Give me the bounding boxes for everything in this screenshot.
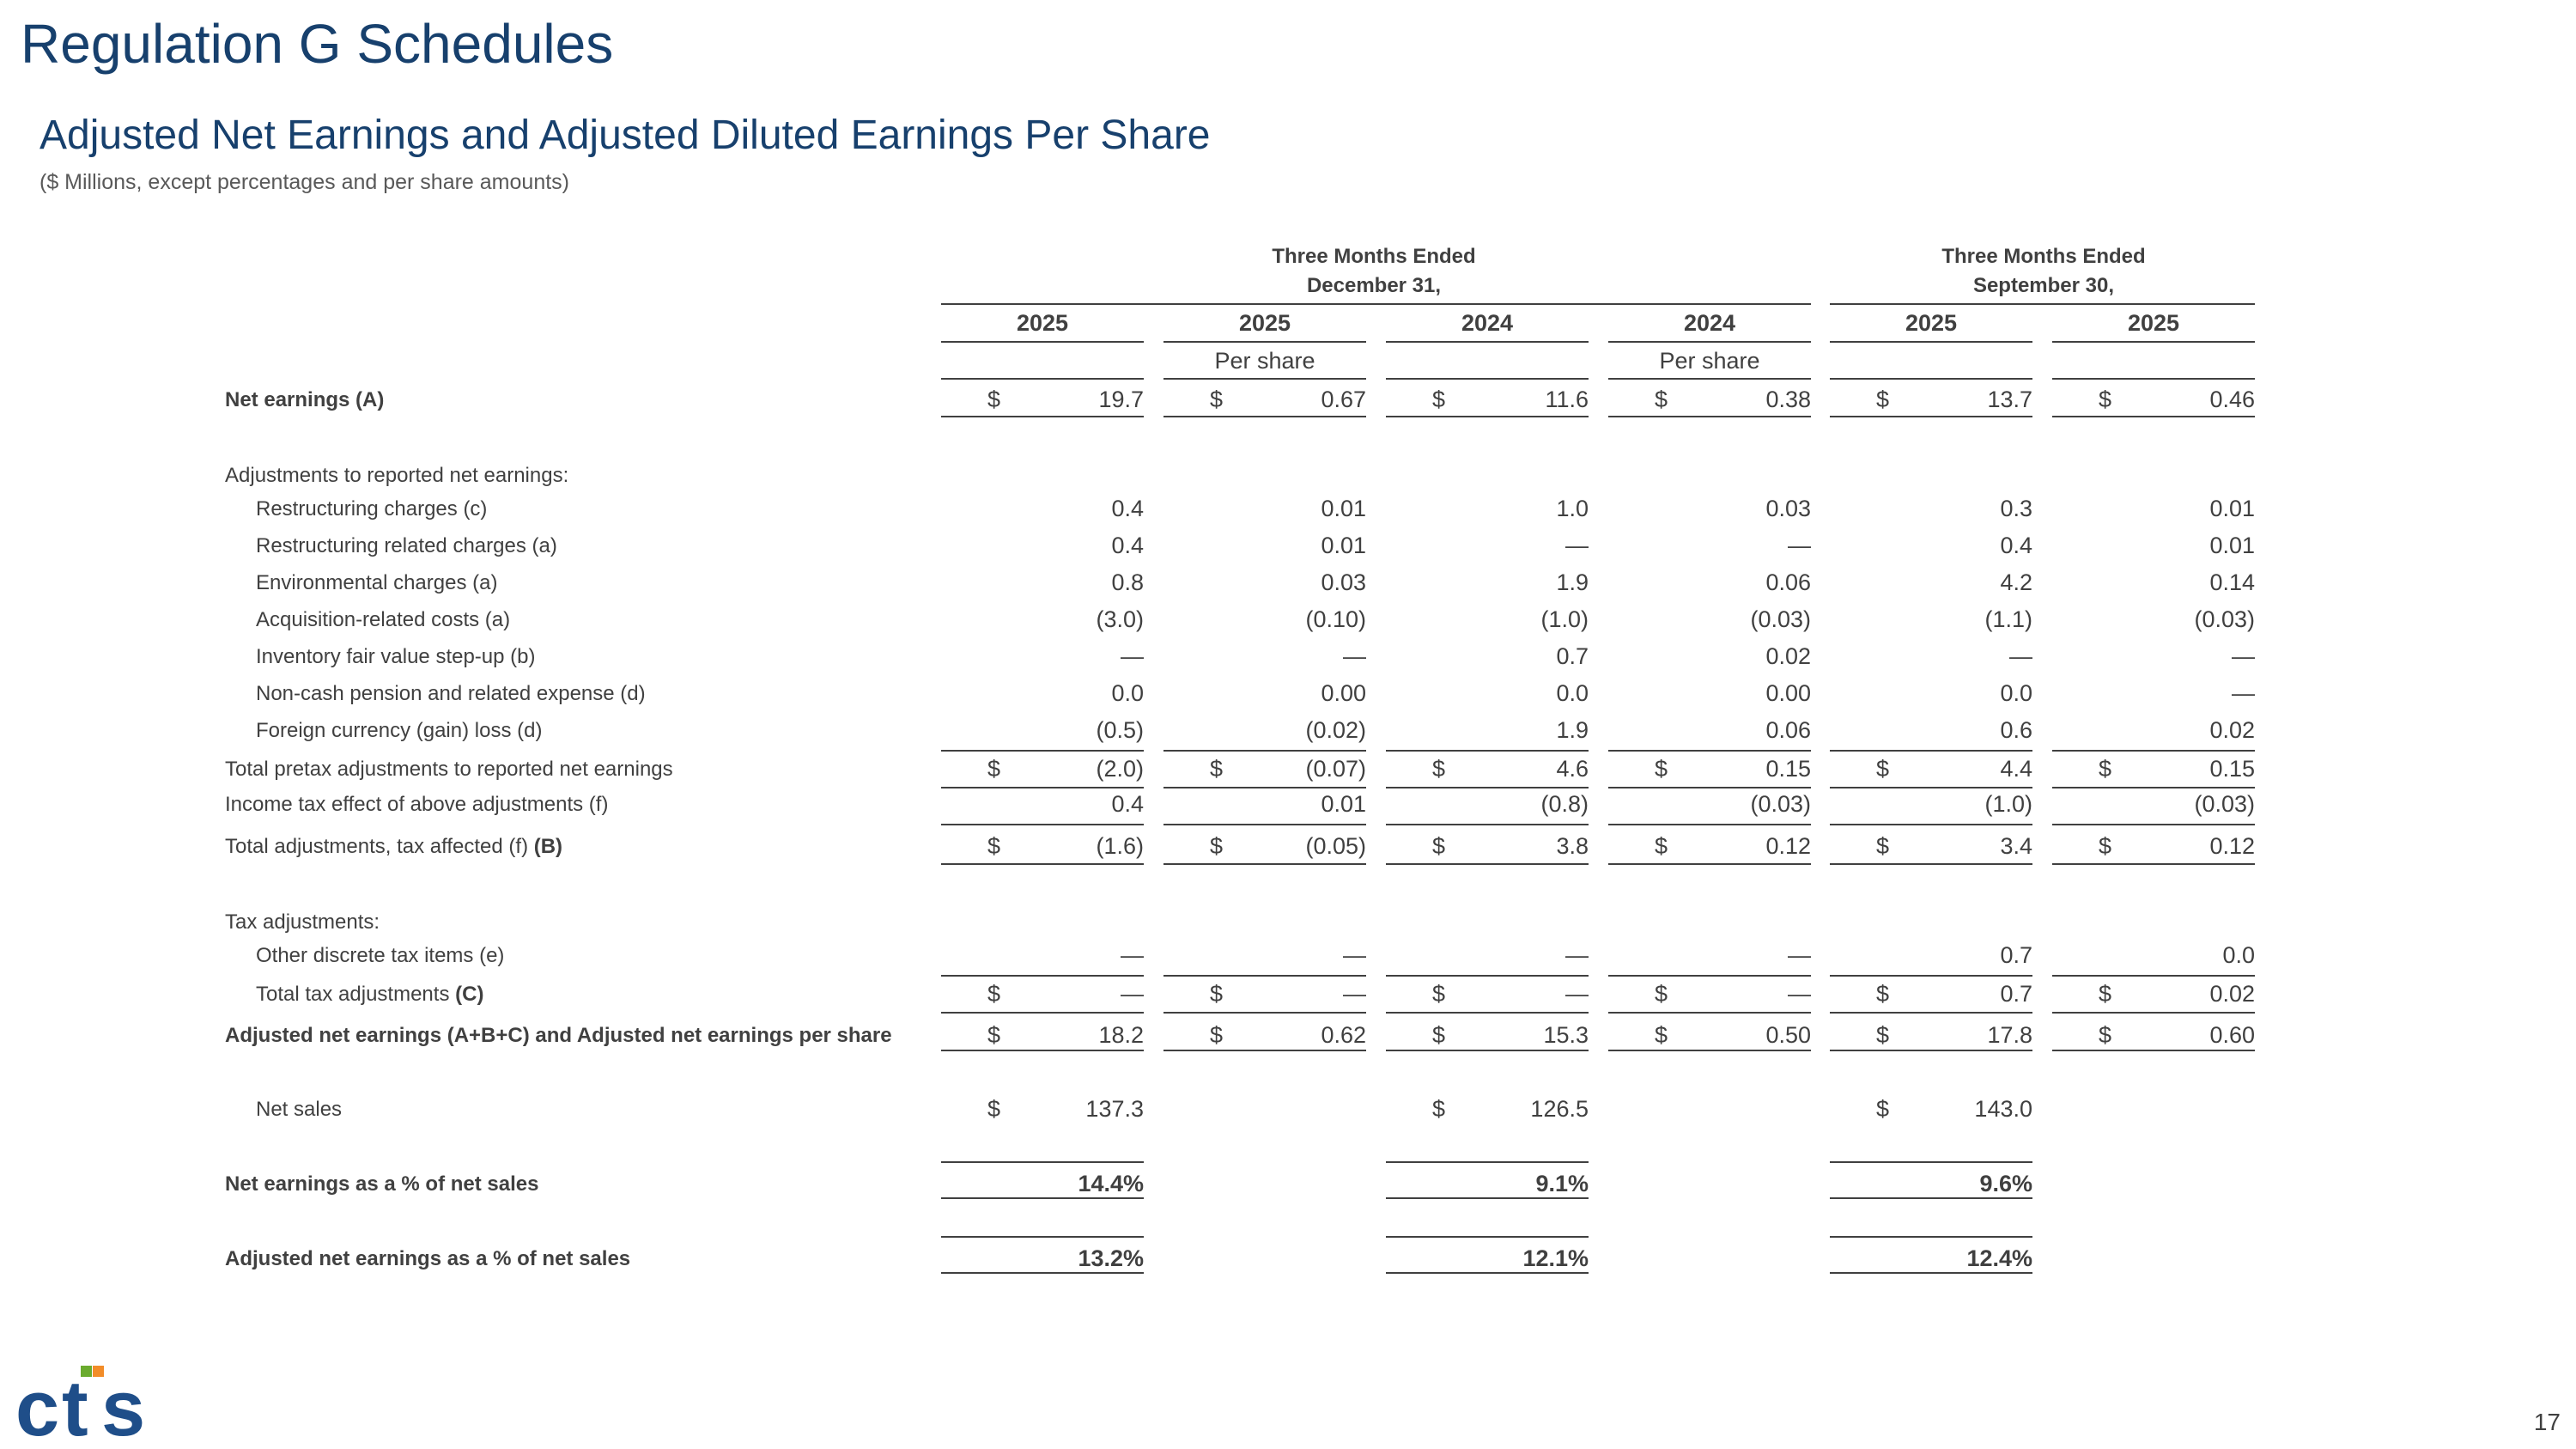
cell-underline: [941, 787, 1144, 788]
cell-value: 14.4%: [1078, 1171, 1144, 1196]
year-header: 2025: [2127, 310, 2180, 336]
per-share-underline: [1830, 378, 2032, 380]
cell-underline: [1163, 1012, 1366, 1014]
cell-value: 9.6%: [1979, 1171, 2032, 1196]
cell-value: 0.02: [2209, 981, 2255, 1007]
cell-underline: [1163, 1050, 1366, 1051]
currency-symbol: $: [1210, 981, 1224, 1007]
currency-symbol: $: [1432, 1022, 1446, 1048]
currency-symbol: $: [1876, 981, 1890, 1007]
currency-symbol: $: [1210, 833, 1224, 859]
currency-symbol: $: [1432, 833, 1446, 859]
currency-symbol: $: [1876, 1022, 1890, 1048]
row-label-net-earnings: [225, 388, 384, 412]
cell-underline: [1163, 787, 1366, 788]
period-header-sep-line1: Three Months Ended: [1941, 245, 2146, 268]
cell-value: 0.01: [2209, 496, 2255, 521]
cell-value: —: [1565, 981, 1589, 1007]
cell-value: (0.02): [1305, 717, 1366, 743]
cell-underline: [1830, 1197, 2032, 1199]
currency-symbol: $: [1876, 387, 1890, 412]
currency-symbol: $: [987, 387, 1001, 412]
row-label-text: Net earnings (A): [225, 388, 385, 411]
cell-value: (0.03): [1750, 791, 1811, 817]
per-share-underline: [1608, 378, 1811, 380]
cell-underline: [2052, 750, 2255, 752]
cell-value: 0.62: [1321, 1022, 1366, 1048]
table-title: Adjusted Net Earnings and Adjusted Diluted Earnings Per Share: [39, 113, 1211, 158]
row-label-adj-pct: Adjusted net earnings as a % of net sales: [225, 1247, 631, 1270]
cell-value: 0.46: [2209, 387, 2255, 412]
cell-underline: [1830, 1050, 2032, 1051]
cell-underline: [1608, 750, 1811, 752]
row-label-text: Inventory fair value step-up (b): [256, 645, 536, 668]
currency-symbol: $: [1655, 387, 1668, 412]
per-share-underline: [1163, 378, 1366, 380]
cell-underline: [1830, 824, 2032, 825]
cell-underline: [1608, 1012, 1811, 1014]
currency-symbol: $: [987, 833, 1001, 859]
cell-value: 4.6: [1556, 756, 1589, 782]
cell-value: 18.2: [1098, 1022, 1144, 1048]
cell-value: 1.9: [1556, 569, 1589, 595]
per-share-underline: [941, 378, 1144, 380]
cell-value: 9.1%: [1535, 1171, 1589, 1196]
cell-value: (0.07): [1305, 756, 1366, 782]
currency-symbol: $: [987, 1096, 1001, 1122]
currency-symbol: $: [1655, 833, 1668, 859]
cell-value: (1.6): [1096, 833, 1144, 859]
cell-value: 0.12: [1765, 833, 1811, 859]
row-label-adjustments-header: [225, 464, 568, 488]
period-underline-sep: [1830, 303, 2255, 305]
row-label-inventory: [256, 645, 536, 669]
currency-symbol: $: [1876, 1096, 1890, 1122]
cell-underline: [941, 1012, 1144, 1014]
cell-value: 0.67: [1321, 387, 1366, 412]
currency-symbol: $: [2099, 1022, 2112, 1048]
cell-underline: [1830, 863, 2032, 865]
row-label-text: Tax adjustments:: [225, 910, 380, 934]
period-header-sep-line2: September 30,: [1972, 274, 2115, 297]
cell-value: 0.14: [2209, 569, 2255, 595]
cell-underline: [1608, 1050, 1811, 1051]
period-header-dec-line1: Three Months Ended: [1272, 245, 1476, 268]
cell-value: 12.1%: [1522, 1245, 1589, 1271]
cell-value: 0.15: [2209, 756, 2255, 782]
cell-underline: [941, 1050, 1144, 1051]
row-label-fx: [256, 719, 542, 743]
currency-symbol: $: [1210, 1022, 1224, 1048]
svg-text:s: s: [101, 1365, 146, 1439]
per-share-header: Per share: [1659, 348, 1760, 374]
cell-value: (1.0): [1984, 791, 2032, 817]
row-label-ref: (B): [533, 835, 563, 858]
cell-underline: [2052, 416, 2255, 417]
cell-underline: [1386, 1272, 1589, 1274]
row-label-other-discrete: [256, 944, 504, 968]
cell-underline: [941, 824, 1144, 825]
cell-overline: [1830, 1161, 2032, 1163]
cell-value: 0.03: [1321, 569, 1366, 595]
cell-value: —: [1343, 981, 1366, 1007]
cell-value: 0.01: [1321, 791, 1366, 817]
cell-value: (1.1): [1984, 606, 2032, 632]
cell-underline: [941, 975, 1144, 977]
cell-underline: [2052, 863, 2255, 865]
currency-symbol: $: [1432, 387, 1446, 412]
cell-value: 0.02: [2209, 717, 2255, 743]
cell-value: (0.03): [1750, 606, 1811, 632]
row-label-text: Adjusted net earnings (A+B+C) and Adjusted net earnings per share: [225, 1024, 892, 1047]
cell-underline: [1608, 824, 1811, 825]
per-share-header: Per share: [1214, 348, 1315, 374]
currency-symbol: $: [2099, 756, 2112, 782]
currency-symbol: $: [1210, 387, 1224, 412]
row-label-text: Total tax adjustments: [256, 983, 450, 1006]
cell-value: (0.10): [1305, 606, 1366, 632]
cell-overline: [1386, 1236, 1589, 1238]
cell-value: 0.01: [1321, 533, 1366, 558]
currency-symbol: $: [1432, 756, 1446, 782]
row-label-text: Total pretax adjustments to reported net earnings: [225, 758, 673, 781]
currency-symbol: $: [1432, 981, 1446, 1007]
row-label-text: Restructuring charges (c): [256, 497, 488, 521]
row-label-ref: (C): [455, 983, 484, 1006]
cell-value: —: [1565, 533, 1589, 558]
cell-underline: [941, 416, 1144, 417]
currency-symbol: $: [1876, 756, 1890, 782]
cell-value: (0.03): [2194, 791, 2255, 817]
year-underline: [2052, 341, 2255, 343]
year-underline: [1386, 341, 1589, 343]
year-underline: [1608, 341, 1811, 343]
cell-value: 13.7: [1987, 387, 2032, 412]
cell-underline: [1608, 975, 1811, 977]
cell-underline: [1163, 750, 1366, 752]
cell-value: 0.38: [1765, 387, 1811, 412]
cell-value: 0.3: [2000, 496, 2032, 521]
year-header: 2024: [1683, 310, 1736, 336]
cell-value: 0.60: [2209, 1022, 2255, 1048]
cell-value: —: [2232, 680, 2255, 706]
row-label-text: Non-cash pension and related expense (d): [256, 682, 646, 705]
row-label-tax-effect: [225, 793, 608, 817]
currency-symbol: $: [1655, 981, 1668, 1007]
cell-value: 15.3: [1543, 1022, 1589, 1048]
cell-value: 12.4%: [1966, 1245, 2032, 1271]
cell-value: 0.0: [2000, 680, 2032, 706]
cell-value: 0.4: [2000, 533, 2032, 558]
year-header: 2024: [1461, 310, 1514, 336]
currency-symbol: $: [987, 981, 1001, 1007]
svg-text:c: c: [15, 1365, 60, 1439]
cell-value: 11.6: [1545, 387, 1589, 412]
cell-underline: [1830, 1272, 2032, 1274]
row-label-acquisition: [256, 608, 510, 632]
row-label-environmental: [256, 571, 497, 595]
cell-underline: [1608, 787, 1811, 788]
cell-value: (0.5): [1096, 717, 1144, 743]
cell-underline: [1830, 1012, 2032, 1014]
cell-underline: [1386, 824, 1589, 825]
currency-symbol: $: [2099, 833, 2112, 859]
row-label-net-sales: Net sales: [256, 1098, 343, 1121]
cell-underline: [1386, 787, 1589, 788]
cell-value: 3.8: [1556, 833, 1589, 859]
cell-underline: [1386, 1012, 1589, 1014]
cell-value: (0.03): [2194, 606, 2255, 632]
cell-value: 0.4: [1111, 533, 1144, 558]
cell-value: (1.0): [1540, 606, 1589, 632]
cell-value: 0.7: [2000, 942, 2032, 968]
row-label-restructuring: [256, 497, 487, 521]
cell-value: 0.03: [1765, 496, 1811, 521]
cell-overline: [941, 1236, 1144, 1238]
currency-symbol: $: [1432, 1096, 1446, 1122]
cell-value: 0.4: [1111, 791, 1144, 817]
currency-symbol: $: [1655, 1022, 1668, 1048]
cell-value: 17.8: [1987, 1022, 2032, 1048]
cell-underline: [2052, 1012, 2255, 1014]
cell-value: 0.06: [1765, 717, 1811, 743]
cts-logo: [15, 1361, 161, 1443]
cell-underline: [2052, 787, 2255, 788]
cell-value: 0.50: [1765, 1022, 1811, 1048]
cell-overline: [1830, 1236, 2032, 1238]
cell-underline: [1830, 416, 2032, 417]
row-label-text: Restructuring related charges (a): [256, 534, 557, 557]
year-underline: [1163, 341, 1366, 343]
cell-value: 1.0: [1556, 496, 1589, 521]
cell-underline: [941, 750, 1144, 752]
cell-value: 0.8: [1111, 569, 1144, 595]
cell-value: 1.9: [1556, 717, 1589, 743]
cell-underline: [1830, 787, 2032, 788]
cell-underline: [1386, 750, 1589, 752]
cell-overline: [941, 1161, 1144, 1163]
cell-value: 0.01: [2209, 533, 2255, 558]
cell-value: —: [2232, 643, 2255, 669]
svg-text:t: t: [62, 1365, 88, 1439]
cell-underline: [1608, 863, 1811, 865]
cell-underline: [1163, 863, 1366, 865]
cell-value: 137.3: [1085, 1096, 1144, 1122]
page-number: 17: [2533, 1409, 2561, 1435]
cell-value: 126.5: [1530, 1096, 1589, 1122]
cell-value: —: [1343, 643, 1366, 669]
cell-value: —: [1121, 981, 1144, 1007]
cell-underline: [1386, 1197, 1589, 1199]
cell-value: 13.2%: [1078, 1245, 1144, 1271]
period-underline-dec: [941, 303, 1811, 305]
cell-value: 0.00: [1765, 680, 1811, 706]
cell-underline: [1386, 975, 1589, 977]
cell-underline: [1608, 416, 1811, 417]
cell-value: 0.0: [1111, 680, 1144, 706]
cell-value: (3.0): [1096, 606, 1144, 632]
row-label-adjusted-net: [225, 1024, 892, 1048]
cell-value: —: [1788, 942, 1811, 968]
row-label-pension: [256, 682, 646, 706]
row-label-text: Total adjustments, tax affected (f): [225, 835, 529, 858]
row-label-text: Acquisition-related costs (a): [256, 608, 511, 631]
page-title: Regulation G Schedules: [21, 13, 614, 75]
cell-underline: [1163, 824, 1366, 825]
row-label-total-tax: [256, 983, 483, 1007]
row-label-text: Adjustments to reported net earnings:: [225, 464, 569, 487]
cell-value: 0.00: [1321, 680, 1366, 706]
cell-value: 0.7: [2000, 981, 2032, 1007]
cell-value: 143.0: [1974, 1096, 2032, 1122]
cell-value: —: [1343, 942, 1366, 968]
row-label-total-pretax: [225, 758, 673, 782]
cell-underline: [2052, 824, 2255, 825]
cell-underline: [941, 1197, 1144, 1199]
currency-symbol: $: [1210, 756, 1224, 782]
cell-value: (0.05): [1305, 833, 1366, 859]
year-underline: [1830, 341, 2032, 343]
cell-value: 0.01: [1321, 496, 1366, 521]
cell-underline: [1386, 863, 1589, 865]
cell-overline: [1386, 1161, 1589, 1163]
cell-value: 19.7: [1098, 387, 1144, 412]
cell-underline: [1386, 416, 1589, 417]
cell-value: 3.4: [2000, 833, 2032, 859]
cell-value: 0.0: [1556, 680, 1589, 706]
cell-value: —: [1788, 981, 1811, 1007]
cell-value: (2.0): [1096, 756, 1144, 782]
cell-underline: [2052, 1050, 2255, 1051]
row-label-text: Environmental charges (a): [256, 571, 498, 594]
per-share-underline: [2052, 378, 2255, 380]
currency-symbol: $: [2099, 981, 2112, 1007]
currency-symbol: $: [1876, 833, 1890, 859]
cell-value: 0.12: [2209, 833, 2255, 859]
per-share-underline: [1386, 378, 1589, 380]
cell-value: 0.6: [2000, 717, 2032, 743]
cell-value: 4.2: [2000, 569, 2032, 595]
cell-value: 0.0: [2222, 942, 2255, 968]
cell-value: 4.4: [2000, 756, 2032, 782]
cell-underline: [941, 1272, 1144, 1274]
cell-value: 0.15: [1765, 756, 1811, 782]
currency-symbol: $: [1655, 756, 1668, 782]
year-underline: [941, 341, 1144, 343]
cell-underline: [1830, 975, 2032, 977]
row-label-ne-pct: Net earnings as a % of net sales: [225, 1172, 539, 1196]
cell-value: —: [1121, 942, 1144, 968]
row-label-text: Income tax effect of above adjustments (f): [225, 793, 609, 816]
cell-underline: [1386, 1050, 1589, 1051]
row-label-restructuring-related: [256, 534, 557, 558]
cell-value: (0.8): [1540, 791, 1589, 817]
cell-value: 0.02: [1765, 643, 1811, 669]
currency-symbol: $: [2099, 387, 2112, 412]
row-label-tax-adjustments-header: [225, 910, 380, 935]
row-label-text: Foreign currency (gain) loss (d): [256, 719, 543, 742]
cell-value: —: [2009, 643, 2032, 669]
cell-value: 0.06: [1765, 569, 1811, 595]
currency-symbol: $: [987, 1022, 1001, 1048]
cell-underline: [1830, 750, 2032, 752]
cell-underline: [1163, 416, 1366, 417]
cell-value: —: [1788, 533, 1811, 558]
cell-value: —: [1121, 643, 1144, 669]
cell-underline: [1163, 975, 1366, 977]
units-note: ($ Millions, except percentages and per share amounts): [39, 170, 569, 194]
cell-value: 0.4: [1111, 496, 1144, 521]
cell-underline: [2052, 975, 2255, 977]
row-label-text: Other discrete tax items (e): [256, 944, 505, 967]
row-label-total-adjustments: [225, 835, 562, 859]
year-header: 2025: [1905, 310, 1958, 336]
year-header: 2025: [1016, 310, 1069, 336]
cell-underline: [941, 863, 1144, 865]
cell-value: —: [1565, 942, 1589, 968]
period-header-dec-line2: December 31,: [1306, 274, 1442, 297]
currency-symbol: $: [987, 756, 1001, 782]
cell-value: 0.7: [1556, 643, 1589, 669]
year-header: 2025: [1238, 310, 1291, 336]
